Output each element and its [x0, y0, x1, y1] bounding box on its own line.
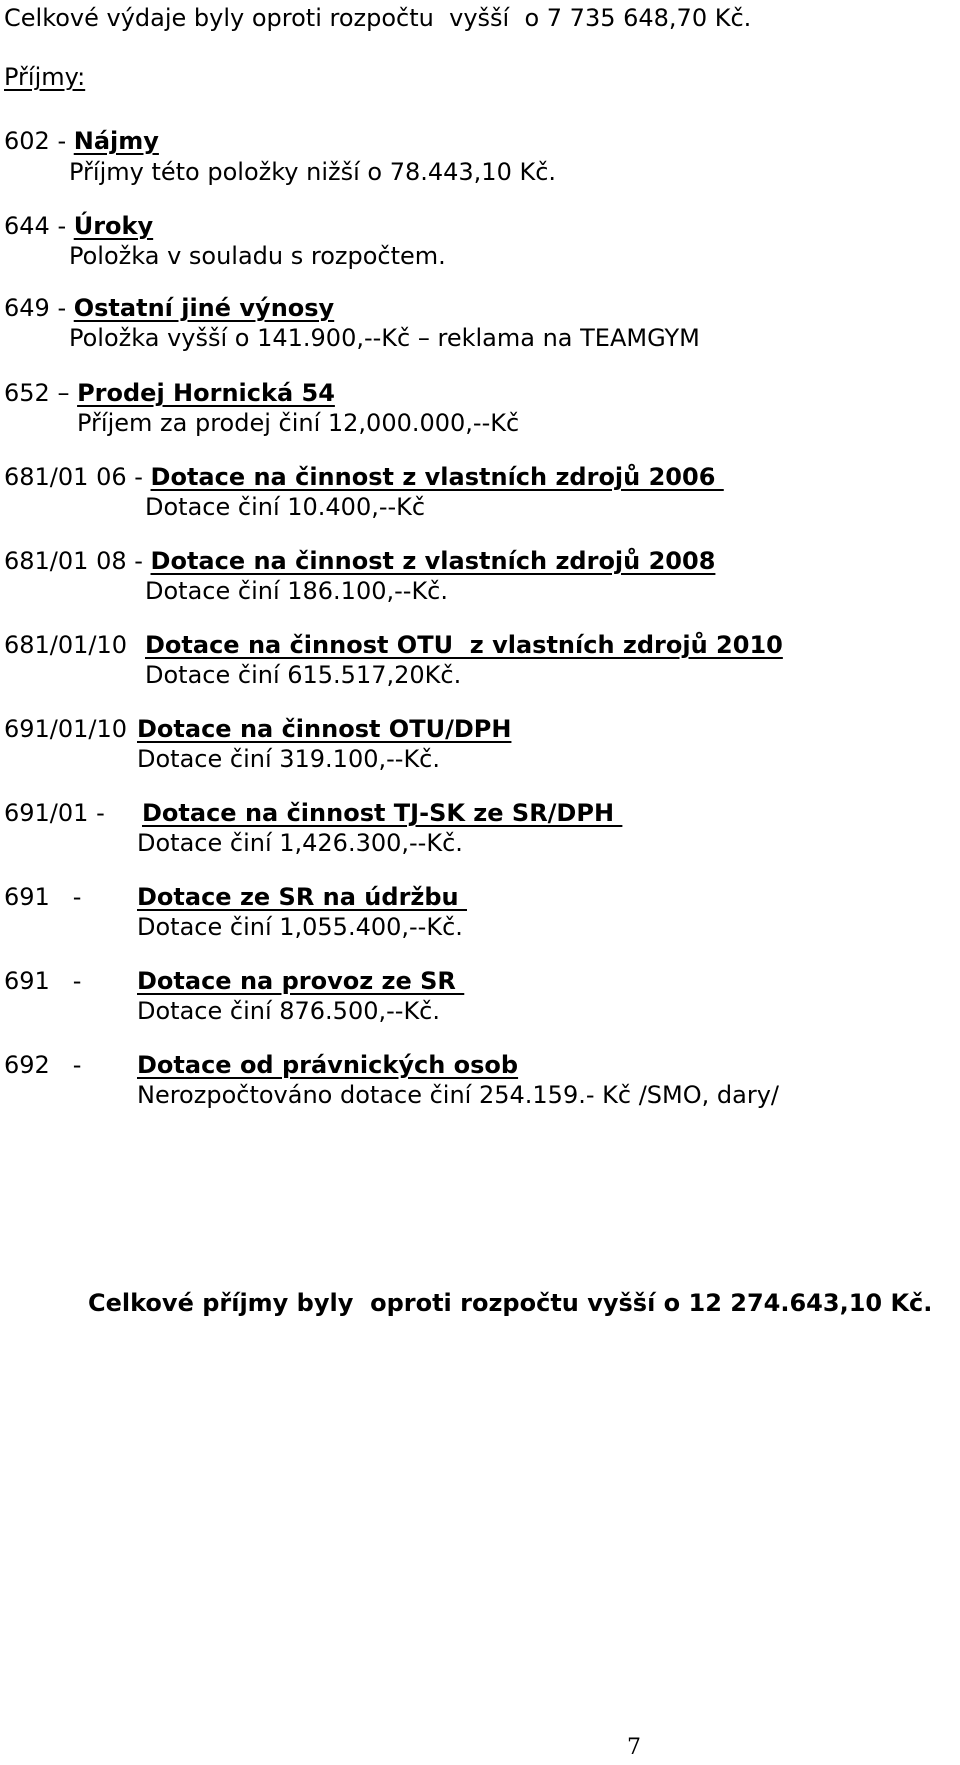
item-code: 602 - [4, 127, 74, 155]
item-title: Dotace na činnost OTU/DPH [137, 715, 512, 743]
item-681-08-detail: Dotace činí 186.100,--Kč. [145, 577, 448, 605]
item-652-heading [4, 377, 335, 409]
item-code: 652 – [4, 379, 78, 407]
item-code: 691/01 - [4, 799, 105, 827]
item-602-heading [4, 125, 159, 157]
item-code: 692 - [4, 1051, 82, 1079]
item-code: 681/01 06 - [4, 463, 151, 491]
item-692-heading [4, 1049, 518, 1081]
item-691-maintenance-heading [4, 881, 467, 913]
item-652-detail: Příjem za prodej činí 12,000.000,--Kč [77, 409, 520, 437]
item-602-detail: Příjmy této položky nižší o 78.443,10 Kč. [69, 158, 557, 186]
item-644-heading [4, 210, 153, 242]
item-title: Dotace na provoz ze SR [137, 967, 465, 995]
item-code: 649 - [4, 294, 74, 322]
item-681-06-detail: Dotace činí 10.400,--Kč [145, 493, 426, 521]
item-691-operation-detail: Dotace činí 876.500,--Kč. [137, 997, 440, 1025]
item-code: 691 - [4, 883, 82, 911]
page-number: 7 [627, 1735, 641, 1760]
item-title: Dotace od právnických osob [137, 1051, 519, 1079]
item-691-operation-heading [4, 965, 464, 997]
item-code: 681/01/10 [4, 631, 128, 659]
expenses-summary: Celkové výdaje byly oproti rozpočtu vyšší o 7 735 648,70 Kč. [4, 4, 752, 32]
item-code: 691 - [4, 967, 82, 995]
item-code: 691/01/10 [4, 715, 128, 743]
item-title: Ostatní jiné výnosy [73, 294, 335, 322]
item-681-10-heading [4, 629, 783, 661]
item-title: Nájmy [73, 127, 159, 155]
item-code: 644 - [4, 212, 74, 240]
item-title: Prodej Hornická 54 [77, 379, 335, 407]
item-691-01-heading [4, 797, 622, 829]
item-681-10-detail: Dotace činí 615.517,20Kč. [145, 661, 462, 689]
item-title: Dotace na činnost TJ-SK ze SR/DPH [142, 799, 623, 827]
item-691-10-detail: Dotace činí 319.100,--Kč. [137, 745, 440, 773]
item-title: Dotace na činnost OTU z vlastních zdrojů 2010 [145, 631, 783, 659]
item-code: 681/01 08 - [4, 547, 151, 575]
item-title: Dotace na činnost z vlastních zdrojů 2008 [150, 547, 716, 575]
income-heading: Příjmy: [4, 63, 86, 91]
item-649-heading [4, 292, 334, 324]
item-649-detail: Položka vyšší o 141.900,--Kč – reklama na TEAMGYM [69, 324, 700, 352]
income-summary: Celkové příjmy byly oproti rozpočtu vyšší o 12 274.643,10 Kč. [88, 1289, 933, 1317]
item-title: Dotace ze SR na údržbu [137, 883, 467, 911]
item-691-10-heading [4, 713, 511, 745]
item-681-08-heading [4, 545, 715, 577]
item-692-detail: Nerozpočtováno dotace činí 254.159.- Kč /SMO, dary/ [137, 1081, 779, 1109]
item-title: Úroky [73, 212, 154, 240]
item-691-01-detail: Dotace činí 1,426.300,--Kč. [137, 829, 463, 857]
item-644-detail: Položka v souladu s rozpočtem. [69, 242, 446, 270]
item-title: Dotace na činnost z vlastních zdrojů 2006 [150, 463, 724, 491]
item-691-maintenance-detail: Dotace činí 1,055.400,--Kč. [137, 913, 463, 941]
item-681-06-heading [4, 461, 724, 493]
